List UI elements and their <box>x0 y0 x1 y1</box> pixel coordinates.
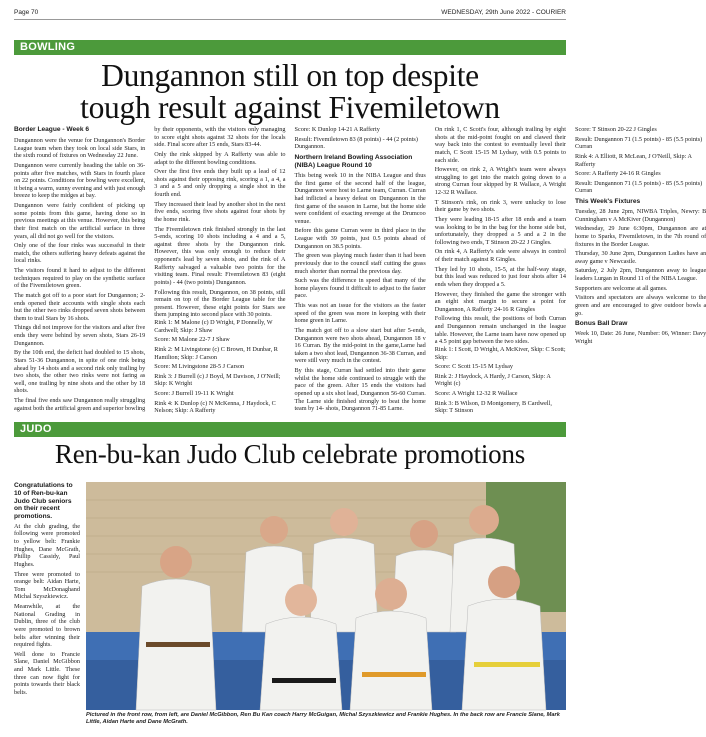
article-paragraph: On rink 4, A Rafferty's side were always in control of their match against R Gingles. <box>434 248 566 263</box>
rink-line: Score: K Dunlop 14-21 A Rafferty <box>294 126 380 133</box>
person-head <box>160 546 192 578</box>
judo-article <box>14 482 80 722</box>
rink-line: Rink 4: A Elliott, R McLean, J O'Neill, Skip: A Rafferty <box>575 152 692 168</box>
rink-line: Score: M Malone 22-7 J Shaw <box>154 336 230 344</box>
section-bar-judo: JUDO <box>14 422 566 437</box>
rink-line: Rink 3: B Wilson, D Montgomery, B Cardwell, Skip: T Stinson <box>434 399 552 415</box>
article-paragraph: By the 10th end, the deficit had doubled to 15 shots, Stars 51-36 Dungannon, in spite of one rink being ahead by 14 shots and a second rink only trailing by two shots, the other two rinks were not faring as well, one trailing by nine shots and the other by 18 shots. <box>14 349 146 395</box>
article-paragraph: Such was the difference in speed that many of the home players found it difficult to adjust to the faster pace. <box>294 277 426 300</box>
judo-paragraph: Well done to Francie Slane, Daniel McGibbon and Mark Little. These three can now fight for points towards their black belts. <box>14 650 80 696</box>
person-head <box>410 520 438 548</box>
rink-line: Result: Dungannon 71 (1.5 points) - 85 (5.5 points) Curran <box>575 135 703 151</box>
article-paragraph: The visitors found it hard to adjust to the different techniques required to play on the synthetic surface of the Fivemiletown green. <box>14 267 146 290</box>
article-paragraph: Following this result, the positions of both Curran and Dungannon remain unchanged in the league table. However, the Larne team have now opened up a 4.5 point gap between the two sides. <box>434 315 566 346</box>
person-gi <box>350 611 432 710</box>
person-head <box>285 584 317 616</box>
article-paragraph: Dungannon were fairly confident of picking up some points from this game, having done so in previous meetings at this venue. However, this being their first match on the artificial surface in three years, all did not go well for the visitors. <box>14 202 146 240</box>
bonus-body <box>575 330 706 345</box>
article-paragraph: Only one of the four rinks was successful in their match, the others suffering heavy defeats against the local rinks. <box>14 242 146 265</box>
judo-paragraph: Three were promoted to orange belt: Aidan Harte, Tom McDonaghand Michal Szyszkiewicz. <box>14 570 80 601</box>
judo-paragraph: At the club grading, the following were promoted to yellow belt: Frankie Hughes, Dane McGrath, Phillip Cassidy, Paul Hughes. <box>14 522 80 568</box>
article-paragraph: Dungannon were currently heading the table on 36-points after five matches, with Stars in fourth place on 22 points. Conditions for bowling were excellent, it being a warm, sunny evening and with just enough breeze to keep the midges at bay. <box>14 161 146 200</box>
photo-caption: Pictured in the front row, from left, are Daniel McGibbon, Ren Bu Kan coach Harry McGuigan, Michal Szyszkiewicz and Frankie Hughes. In the back row are Francie Slane, Mark Little, Aidan Harte and Dane McGrath. <box>86 712 560 725</box>
article-paragraph: Dungannon were the venue for Dungannon's Border League team when they took on local side Stars, in the sixth round of fixtures on Wednesday 22 June. <box>14 137 146 160</box>
section-bar-bowling: BOWLING <box>14 40 566 55</box>
fixtures-subheading: This Week's Fixtures <box>575 198 641 205</box>
person-belt <box>272 678 336 683</box>
person-head <box>488 566 520 598</box>
article-paragraph: On rink 1, C Scott's four, although trailing by eight shots at the mid-point fought on and clawed their way back into the contest to eventually level their match, C Scott 15-15 M Lydsay, with 0.5 points to each side. <box>434 126 566 164</box>
rink-line: Rink 4: K Dunlop (c) N McKenna, J Haydock, C Nelson; Skip: A Rafferty <box>154 399 276 415</box>
rink-line: Rink 1: M Malone (c) D Wright, P Donnelly, W Cardwell; Skip: J Shaw <box>154 319 273 334</box>
article-paragraph: The match got off to a slow start but after 5-ends, Dungannon were two shots ahead, Dungannon 18 v 16 Curran. By the mid-point in the game,Larne had taken a two shot lead, Dungannon 36-38 Curran, and were still very much in the contest. <box>294 326 426 365</box>
judo-paragraph: Meanwhile, at the National Grading in Dublin, three of the club were promoted to brown belts after winning their required fights. <box>14 603 80 649</box>
person-belt <box>146 642 210 647</box>
person-belt <box>474 662 540 667</box>
fixture-item: Thursday, 30 June 2pm, Dungannon Ladies have an away game v Newcastle. <box>575 250 706 265</box>
fixture-item: Supporters are welcome at all games. <box>575 284 668 292</box>
person-head <box>469 505 499 535</box>
article-subheading: Border League - Week 6 <box>14 126 89 133</box>
rink-line: Score: C Scott 15-15 M Lydsay <box>434 363 513 371</box>
person-gi <box>260 617 342 710</box>
rink-line: Rink 3: J Burrell (c) J Boyd, M Davison, J O'Neill; Skip: K Wright <box>154 372 281 388</box>
article-paragraph: The final five ends saw Dungannon really struggling against both the artificial green and superior bowling by their opponents, with the visitors only managing to score eight shots against 32 shots for the locals side. Final score after 15 ends, Stars 83-44. <box>14 126 286 412</box>
article-paragraph: They led by 10 shots, 15-5, at the half-way stage, but this lead was reduced to just four shots after 14 ends when they dropped a 5. <box>434 265 566 288</box>
header-rule <box>14 19 566 20</box>
niba-subheading: Northern Ireland Bowling Association (NIBA) League Round 10 <box>294 153 413 169</box>
article-paragraph: Following this result, Dungannon, on 38 points, still remain on top of the Border League table for the present. However, these eight points for Stars see them jumping into second place with 30 points. <box>154 288 286 319</box>
fixtures-list <box>575 208 706 317</box>
fixture-item: Wednesday, 29 June 6:30pm, Dungannon are at home to Sparks, Fivemiletown, in the 7th round of fixtures in the Border League. <box>575 225 706 248</box>
bonus-line: Week 10, Date: 26 June, Number: 06, Winner: Davy Wright <box>575 330 706 345</box>
person-head <box>330 508 358 536</box>
person-head <box>260 516 288 544</box>
fixture-item: Visitors and spectators are always welcome to the green and are encouraged to give outdoor bowls a go. <box>575 294 706 317</box>
page-number: Page 70 <box>14 8 39 16</box>
article-paragraph: Things did not improve for the visitors and after five ends they were behind by seven shots, Stars 26-19 Dungannon. <box>14 324 146 347</box>
person-head <box>375 578 407 610</box>
rink-line: Score: A Wright 12-32 R Wallace <box>434 390 518 397</box>
article-paragraph: However, they finished the game the stronger with an eight shot margin to secure a point for Dungannon, A Rafferty 24-16 R Gingles <box>434 290 566 313</box>
article-paragraph: Over the first five ends they built up a lead of 12 shots against their opposing rink, scoring a 1, a 4, a 3 and a 5 and only dropping a single shot in the fourth end. <box>154 168 286 198</box>
edition-date: WEDNESDAY, 29th June 2022 - COURIER <box>441 8 566 16</box>
article-paragraph: T Stinson's rink, on rink 3, were unlucky to lose their game by two shots. <box>434 198 566 214</box>
article-paragraph: They increased their lead by another shot in the next five ends, scoring five shots against four shots by the home rink. <box>154 200 286 223</box>
article-paragraph: However, on rink 2, A Wright's team were always struggling to get into the match going down to a strong Curran four skipped by R Wallace, A Wright 12-32 R Wallace. <box>434 166 566 196</box>
article-paragraph: The green was playing much faster than it had been previously due to the council staff cutting the grass much shorter than normal the previous day. <box>294 252 426 275</box>
fixture-item: Saturday, 2 July 2pm, Dungannon away to league leaders Lurgan in Round 11 of the NIBA League. <box>575 267 706 283</box>
bowling-article <box>14 126 706 416</box>
article-paragraph: This being week 10 in the NIBA League and thus the first game of the second half of the league, Dungannon were host to Larne team, Curran. Curran had inflicted a heavy defeat on Dungannon in the first game of the season in Larne, but the home side were confident of exacting revenge at the Drumcoo venue. <box>294 172 426 225</box>
bowling-headline <box>14 60 566 123</box>
photo-illustration <box>86 482 566 710</box>
headline-line-1: Dungannon still on top despite <box>101 58 479 93</box>
page-header <box>14 6 566 18</box>
judo-group-photo <box>86 482 566 710</box>
article-paragraph: The Fivemiletown rink finished strongly in the last 5-ends, scoring 10 shots including a 4 and a 5, against three shots by the Dungannon rink. However, this was only enough to reduce their opponent's lead by seven shots, and the rink of A Rafferty salvaged a valuable two points for the visiting team. Final result: Fivemiletown 83 (eight points) - 44 (two points) Dungannon. <box>154 225 286 286</box>
judo-headline: Ren-bu-kan Judo Club celebrate promotions <box>54 439 526 469</box>
rink-line: Score: T Stinson 20-22 J Gingles <box>575 126 657 133</box>
fixture-item: Tuesday, 28 June 2pm, NIWBA Triples, Newry: B Cunningham v A McKiver (Dungannon) <box>575 208 706 223</box>
rink-line: Result: Dungannon 71 (1.5 points) - 85 (5.5 points) Curran <box>575 179 703 195</box>
rink-line: Result: Fivemiletown 83 (8 points) - 44 (2 points) Dungannon. <box>294 135 418 151</box>
article-paragraph: The match got off to a poor start for Dungannon; 2-ends opened their accounts with single shots each but the other two rinks dropped seven shots between them to trail Stars by 16 shots. <box>14 291 146 322</box>
judo-body <box>14 523 80 697</box>
bonus-subheading: Bonus Ball Draw <box>575 320 628 328</box>
article-paragraph: Before this game Curran were in third place in the League with 39 points, just 0.5 points ahead of Dungannon on 38.5 points. <box>294 227 426 250</box>
rink-line: Rink 2: J Haydock, A Hardy, J Carson, Skip: A Wright (c) <box>434 372 551 388</box>
article-paragraph: This was not an issue for the visitors as the faster speed of the green was more in keeping with their home green in Larne. <box>294 302 426 325</box>
judo-lede: Congratulations to 10 of Ren-bu-kan Judo Club seniors on their recent promotions. <box>14 482 73 521</box>
person-belt <box>362 672 426 677</box>
rink-line: Score: M Livingstone 28-5 J Carson <box>154 363 245 371</box>
rink-line: Rink 1: I Scott, D Wright, A McKiver, Skip: C Scott; Skip: <box>434 345 566 361</box>
rink-line: Rink 2: M Livingstone (c) C Brown, H Dunbar, R Hamilton; Skip: J Carson <box>154 345 278 361</box>
article-paragraph: By this stage, Curran had settled into their game whilst the home side continued to struggle with the pace of the green. After 15 ends the visitors had opened up a six shot lead, Dungannon 56-60 Curran. The Larne side finished strongly to beat the home team by 14- shots, Dungannon 71-85 Larne. <box>294 367 426 413</box>
rink-line: Score: A Rafferty 24-16 R Gingles <box>575 170 661 178</box>
headline-line-2: tough result against Fivemiletown <box>80 89 500 125</box>
rink-line: Score: J Burrell 19-11 K Wright <box>154 390 234 397</box>
person-gi <box>462 599 546 710</box>
article-paragraph: They were leading 18-15 after 18 ends and a team was looking to be in the bag for the home side but, unfortunately, they dropped a 5 and a 2 in the following two ends, T Stinson 20-22 J Gingles. <box>434 215 566 246</box>
article-paragraph: Only the rink skipped by A Rafferty was able to adapt to the different bowling conditions. <box>154 150 286 166</box>
